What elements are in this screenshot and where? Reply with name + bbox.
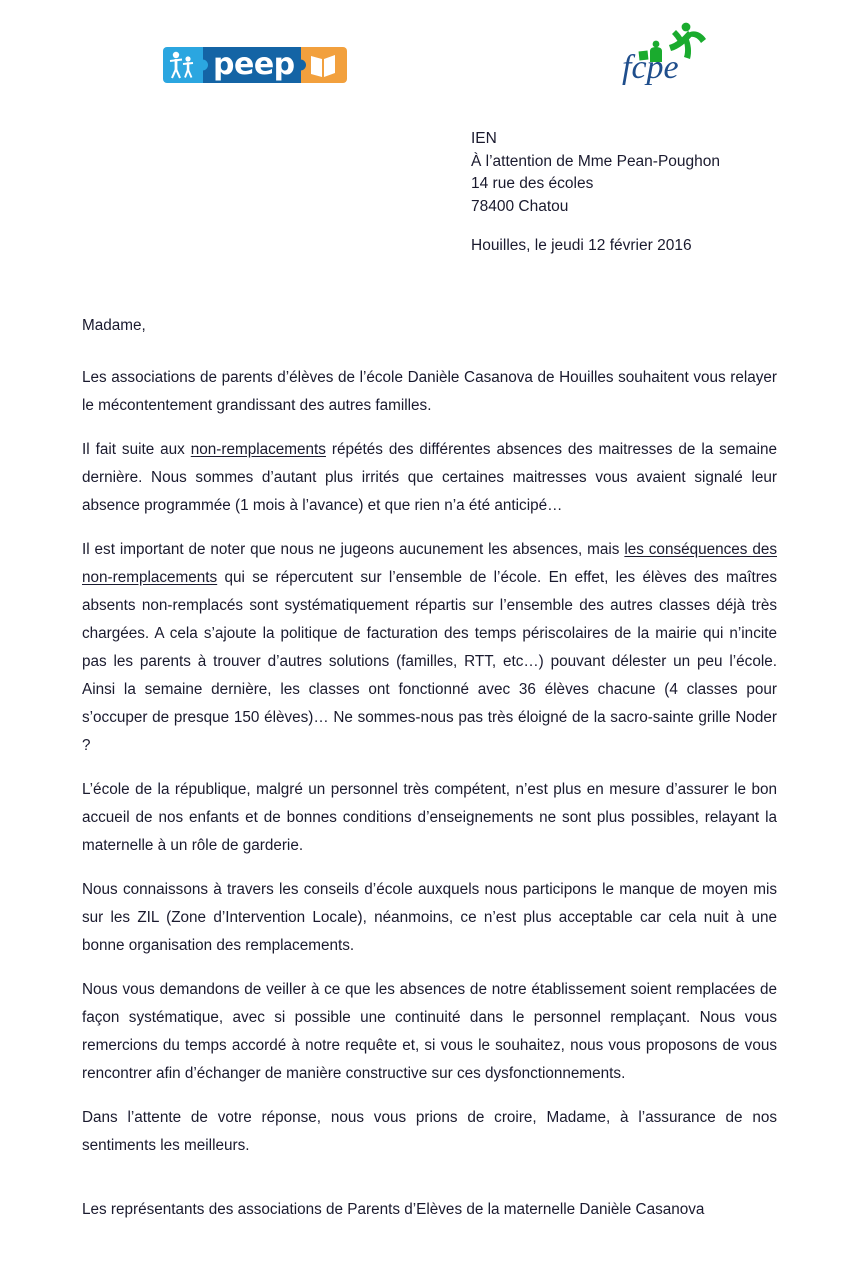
paragraph-text: Il est important de noter que nous ne jugeons aucunement les absences, mais [82,541,625,558]
paragraph-text: L’école de la république, malgré un personnel très compétent, n’est plus en mesure d’assurer le bon accueil de nos enfants et de bonnes conditions d’enseignements ne sont plus possibles, relayant la maternelle à un rôle de garderie. [82,781,777,854]
peep-wordmark: peep [213,47,295,82]
parent-child-figures-icon [163,70,203,87]
underlined-text: les conséquences des non-remplacements [82,541,777,586]
letter-paragraph [82,364,777,420]
recipient-line-ien: IEN [471,130,497,147]
letter-paragraph [82,776,777,860]
underlined-text: non-remplacements [190,441,326,458]
paragraph-text: Il fait suite aux [82,441,191,458]
open-book-icon [301,70,347,87]
peep-logo [163,47,347,83]
paragraph-text: répétés des différentes absences des maitresses de la semaine dernière. Nous sommes d’autant plus irrités que certaines maitresses vous avaient signalé leur absence programmée (1 mois à l’avance) et que rien n’a été anticipé… [82,441,777,514]
salutation: Madame, [82,317,146,334]
letter-date: Houilles, le jeudi 12 février 2016 [471,237,692,254]
letter-paragraph [82,1104,777,1160]
recipient-line-city: 78400 Chatou [471,197,569,215]
signature-line: Les représentants des associations de Parents d’Elèves de la maternelle Danièle Casanova [82,1201,705,1218]
letter-body [82,312,777,1160]
peep-figures-tile [163,47,203,83]
paragraph-text: Nous vous demandons de veiller à ce que les absences de notre établissement soient remplacées de façon systématique, avec si possible une continuité dans le personnel remplaçant. Nous vous remercions du temps accordé à notre requête et, si vous le souhaitez, nous vous proposons de vous rencontrer afin d’échanger de manière constructive sur ces dysfonctionnements. [82,981,777,1082]
fcpe-wordmark: fcpe [622,49,679,86]
peep-book-tile [301,47,347,83]
letter-paragraph [82,976,777,1088]
paragraph-text: qui se répercutent sur l’ensemble de l’école. En effet, les élèves des maîtres absents non-remplacés sont systématiquement répartis sur l’ensemble des autres classes déjà très chargées. A cela s’ajoute la politique de facturation des temps périscolaires de la mairie qui n’incite pas les parents à trouver d’autres solutions (familles, RTT, etc…) pouvant délester un peu l’école. Ainsi la semaine dernière, les classes ont fonctionné avec 36 élèves chacune (4 classes pour s’occuper de presque 150 élèves)… Ne sommes-nous pas très éloigné de la sacro-sainte grille Noder ? [82,569,777,754]
peep-wordmark-tile [203,47,301,83]
recipient-line-street: 14 rue des écoles [471,175,594,192]
document-header [0,0,852,110]
paragraph-text: Les associations de parents d’élèves de l’école Danièle Casanova de Houilles souhaitent vous relayer le mécontentement grandissant des autres familles. [82,369,777,414]
paragraph-text: Nous connaissons à travers les conseils d’école auxquels nous participons le manque de moyen mis sur les ZIL (Zone d’Intervention Locale), néanmoins, ce n’est plus acceptable car cela nuit à une bonne organisation des remplacements. [82,881,777,954]
fcpe-logo [612,18,716,90]
letter-paragraph [82,436,777,520]
paragraph-host [82,364,777,1160]
letter-paragraph [82,876,777,960]
letter-paragraph [82,536,777,760]
recipient-line-attention: À l’attention de Mme Pean-Poughon [471,152,721,170]
puzzle-knob-left [197,60,208,71]
puzzle-knob-right [295,60,306,71]
recipient-address-block [471,128,720,258]
paragraph-text: Dans l’attente de votre réponse, nous vous prions de croire, Madame, à l’assurance de nos sentiments les meilleurs. [82,1109,777,1154]
